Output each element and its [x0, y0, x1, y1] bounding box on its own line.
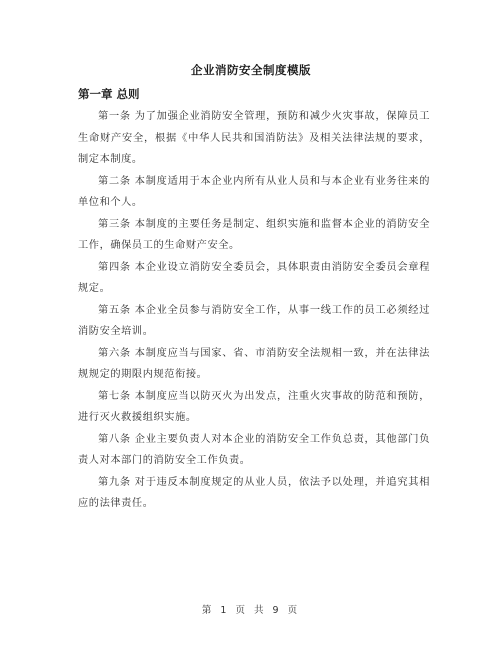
page-number-footer: 第 1 页 共 9 页	[201, 605, 301, 616]
paragraph-article-7: 第七条 本制度应当以防灭火为出发点，注重火灾事故的防范和预防，进行灭火救援组织实施。	[78, 390, 430, 423]
document-title: 企业消防安全制度模版	[191, 63, 311, 77]
chapter-heading: 第一章 总则	[78, 87, 140, 101]
paragraph-article-4: 第四条 本企业设立消防安全委员会，具体职责由消防安全委员会章程规定。	[78, 261, 430, 294]
document-body	[78, 106, 430, 515]
paragraph-article-1: 第一条 为了加强企业消防安全管理，预防和减少火灾事故，保障员工生命财产安全，根据《中华人民共和国消防法》及相关法律法规的要求，制定本制度。	[78, 111, 430, 165]
paragraph-article-8: 第八条 企业主要负责人对本企业的消防安全工作负总责，其他部门负责人对本部门的消防安全工作负责。	[78, 433, 430, 466]
paragraph-article-2: 第二条 本制度适用于本企业内所有从业人员和与本企业有业务往来的单位和个人。	[78, 175, 430, 208]
paragraph-article-6: 第六条 本制度应当与国家、省、市消防安全法规相一致，并在法律法规规定的期限内规范衔接。	[78, 347, 430, 380]
paragraph-article-5: 第五条 本企业全员参与消防安全工作，从事一线工作的员工必须经过消防安全培训。	[78, 304, 430, 337]
paragraph-article-3: 第三条 本制度的主要任务是制定、组织实施和监督本企业的消防安全工作，确保员工的生命财产安全。	[78, 218, 430, 251]
paragraph-article-9: 第九条 对于违反本制度规定的从业人员，依法予以处理，并追究其相应的法律责任。	[78, 476, 430, 509]
